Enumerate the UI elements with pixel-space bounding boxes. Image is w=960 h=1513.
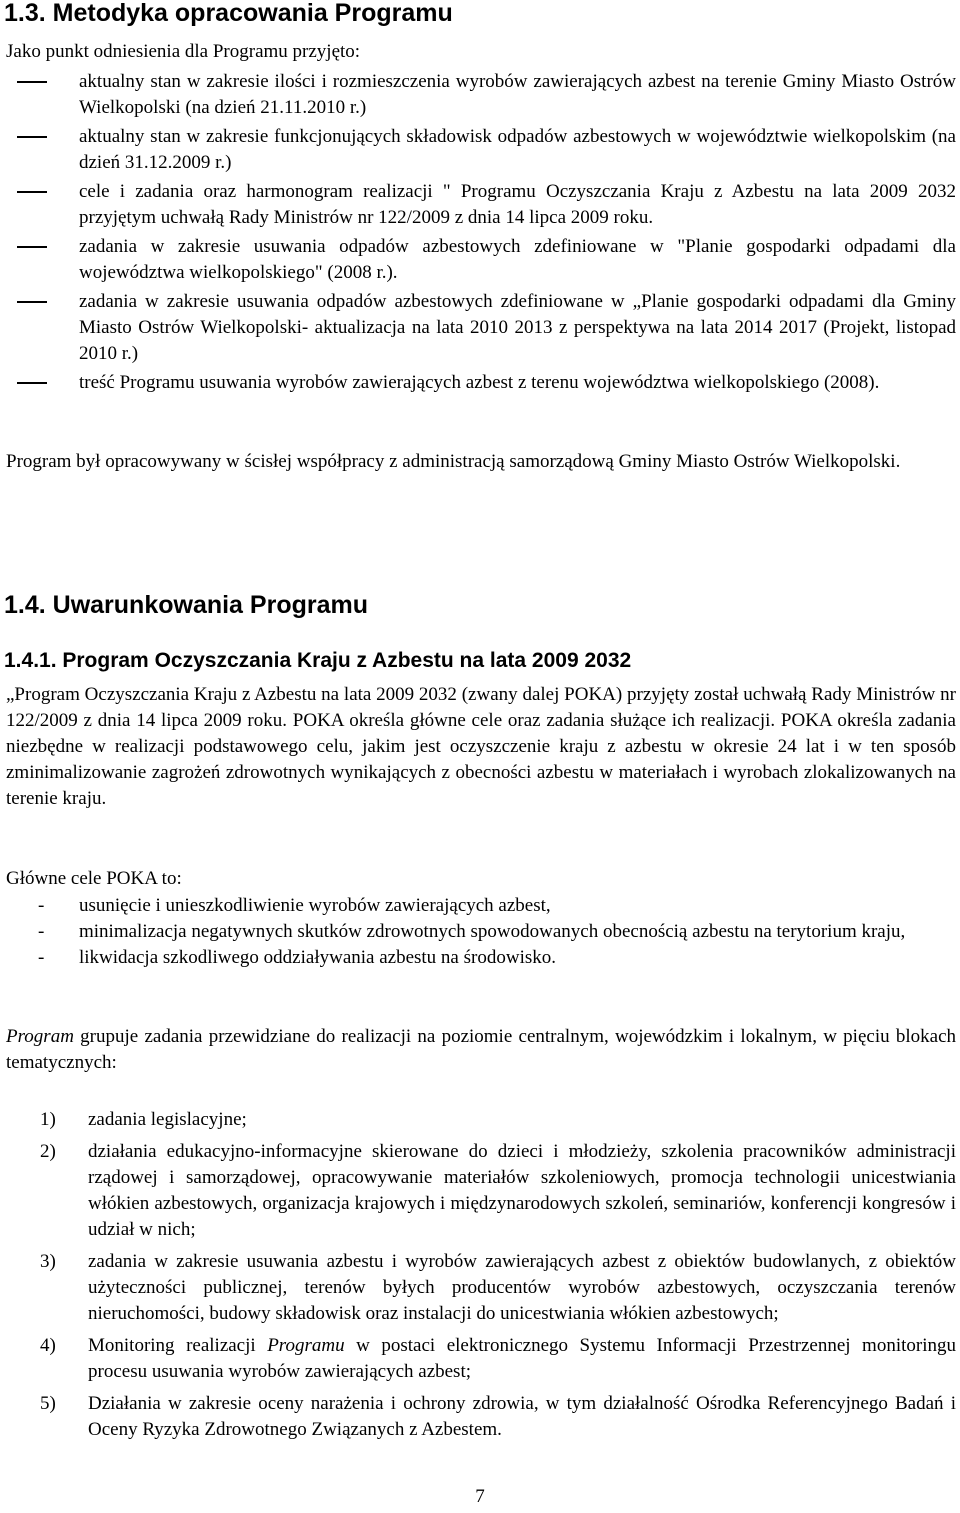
dash-bullet <box>17 246 47 248</box>
block-item-text: Działania w zakresie oceny narażenia i ochrony zdrowia, w tym działalność Ośrodka Referencyjnego Badań i Oceny Ryzyka Zdrowotnego Związanych z Azbestem. <box>88 1393 956 1440</box>
block-number: 2) <box>40 1141 56 1162</box>
reference-item <box>6 69 956 121</box>
blocks-intro-paragraph <box>6 1024 956 1076</box>
section-heading-1-3: 1.3. Metodyka opracowania Programu <box>4 0 453 27</box>
thematic-blocks-list <box>6 1107 956 1449</box>
reference-item-text: aktualny stan w zakresie ilości i rozmieszczenia wyrobów zawierających azbest na terenie Gminy Miasto Ostrów Wielkopolski (na dzień 21.11.2010 r.) <box>79 71 956 118</box>
poka-paragraph: „Program Oczyszczania Kraju z Azbestu na lata 2009 2032 (zwany dalej POKA) przyjęty został uchwałą Rady Ministrów nr 122/2009 z dnia 14 lipca 2009 roku. POKA określa główne cele oraz zadania służące ich realizacji. POKA określa zadania niezbędne w realizacji podstawowego celu, jakim jest oczyszczenie kraju z azbestu w okresie 24 lat i w ten sposób zminimalizowanie zagrożeń zdrowotnych wynikających z obecności azbestu w materiałach i wyrobach zlokalizowanych na terenie kraju. <box>6 684 956 809</box>
block-number: 4) <box>40 1335 56 1356</box>
block-item-text: zadania w zakresie usuwania azbestu i wyrobów zawierających azbest z obiektów budowlanych, z obiektów użyteczności publicznej, terenów byłych producentów wyrobów azbestowych, oczyszczania terenów nieruchomości, budowy składowisk oraz instalacji do unicestwiania włókien azbestowych; <box>88 1251 956 1324</box>
goal-item-text: usunięcie i unieszkodliwienie wyrobów zawierających azbest, <box>79 895 551 916</box>
block-number: 1) <box>40 1109 56 1130</box>
dash-bullet <box>17 301 47 303</box>
goal-item <box>6 919 956 945</box>
goal-item-text: minimalizacja negatywnych skutków zdrowotnych spowodowanych obecnością azbestu na terytorium kraju, <box>79 921 906 942</box>
dash-bullet <box>17 136 47 138</box>
block-item-text-before: Monitoring realizacji <box>88 1335 268 1356</box>
goals-list <box>6 893 956 971</box>
block-item <box>6 1391 956 1443</box>
hyphen-bullet: - <box>38 947 45 968</box>
reference-item-text: treść Programu usuwania wyrobów zawierających azbest z terenu województwa wielkopolskiego (2008). <box>79 372 880 393</box>
reference-item <box>6 179 956 231</box>
block-item-text: zadania legislacyjne; <box>88 1109 247 1130</box>
cooperation-paragraph: Program był opracowywany w ścisłej współpracy z administracją samorządową Gminy Miasto Ostrów Wielkopolski. <box>6 451 901 472</box>
goal-item <box>6 893 956 919</box>
block-item-text: działania edukacyjno-informacyjne skierowane do dzieci i młodzieży, szkolenia pracowników administracji rządowej i samorządowej, opracowywanie materiałów szkoleniowych, promocja technologii unicestwiania włókien azbestowych, organizacja krajowych i międzynarodowych szkoleń, seminariów, konferencji kongresów i udział w nich; <box>88 1141 956 1240</box>
goal-item <box>6 945 956 971</box>
dash-bullet <box>17 81 47 83</box>
reference-item-text: zadania w zakresie usuwania odpadów azbestowych zdefiniowane w "Planie gospodarki odpadami dla województwa wielkopolskiego" (2008 r.). <box>79 236 956 283</box>
block-item <box>6 1333 956 1385</box>
dash-bullet <box>17 191 47 193</box>
hyphen-bullet: - <box>38 921 45 942</box>
page-number: 7 <box>475 1486 485 1507</box>
section-heading-1-4: 1.4. Uwarunkowania Programu <box>4 591 368 619</box>
program-italic: Program <box>6 1026 74 1047</box>
reference-item <box>6 234 956 286</box>
block-item <box>6 1139 956 1243</box>
block-number: 5) <box>40 1393 56 1414</box>
reference-item-text: aktualny stan w zakresie funkcjonujących składowisk odpadów azbestowych w województwie wielkopolskim (na dzień 31.12.2009 r.) <box>79 126 956 173</box>
subsection-heading-1-4-1: 1.4.1. Program Oczyszczania Kraju z Azbestu na lata 2009 2032 <box>4 649 632 672</box>
goal-item-text: likwidacja szkodliwego oddziaływania azbestu na środowisko. <box>79 947 556 968</box>
block-item <box>6 1107 956 1133</box>
block-item-text-after: w postaci elektronicznego Systemu Informacji Przestrzennej monitoringu procesu usuwania wyrobów zawierających azbest; <box>88 1335 956 1382</box>
hyphen-bullet: - <box>38 895 45 916</box>
intro-paragraph: Jako punkt odniesienia dla Programu przyjęto: <box>6 41 361 62</box>
reference-item <box>6 370 956 396</box>
block-item-text-italic: Programu <box>267 1335 345 1356</box>
blocks-intro-text: grupuje zadania przewidziane do realizacji na poziomie centralnym, wojewódzkim i lokalnym, w pięciu blokach tematycznych: <box>6 1026 956 1073</box>
reference-item-text: cele i zadania oraz harmonogram realizacji " Programu Oczyszczania Kraju z Azbestu na lata 2009 2032 przyjętym uchwałą Rady Ministrów nr 122/2009 z dnia 14 lipca 2009 roku. <box>79 181 956 228</box>
reference-item <box>6 124 956 176</box>
reference-item-text: zadania w zakresie usuwania odpadów azbestowych zdefiniowane w „Planie gospodarki odpadami dla Gminy Miasto Ostrów Wielkopolski- aktualizacja na lata 2010 2013 z perspektywa na lata 2014 2017 (Projekt, listopad 2010 r.) <box>79 291 956 364</box>
reference-list <box>6 69 956 399</box>
reference-item <box>6 289 956 367</box>
goals-intro: Główne cele POKA to: <box>6 868 182 889</box>
dash-bullet <box>17 382 47 384</box>
block-number: 3) <box>40 1251 56 1272</box>
block-item <box>6 1249 956 1327</box>
